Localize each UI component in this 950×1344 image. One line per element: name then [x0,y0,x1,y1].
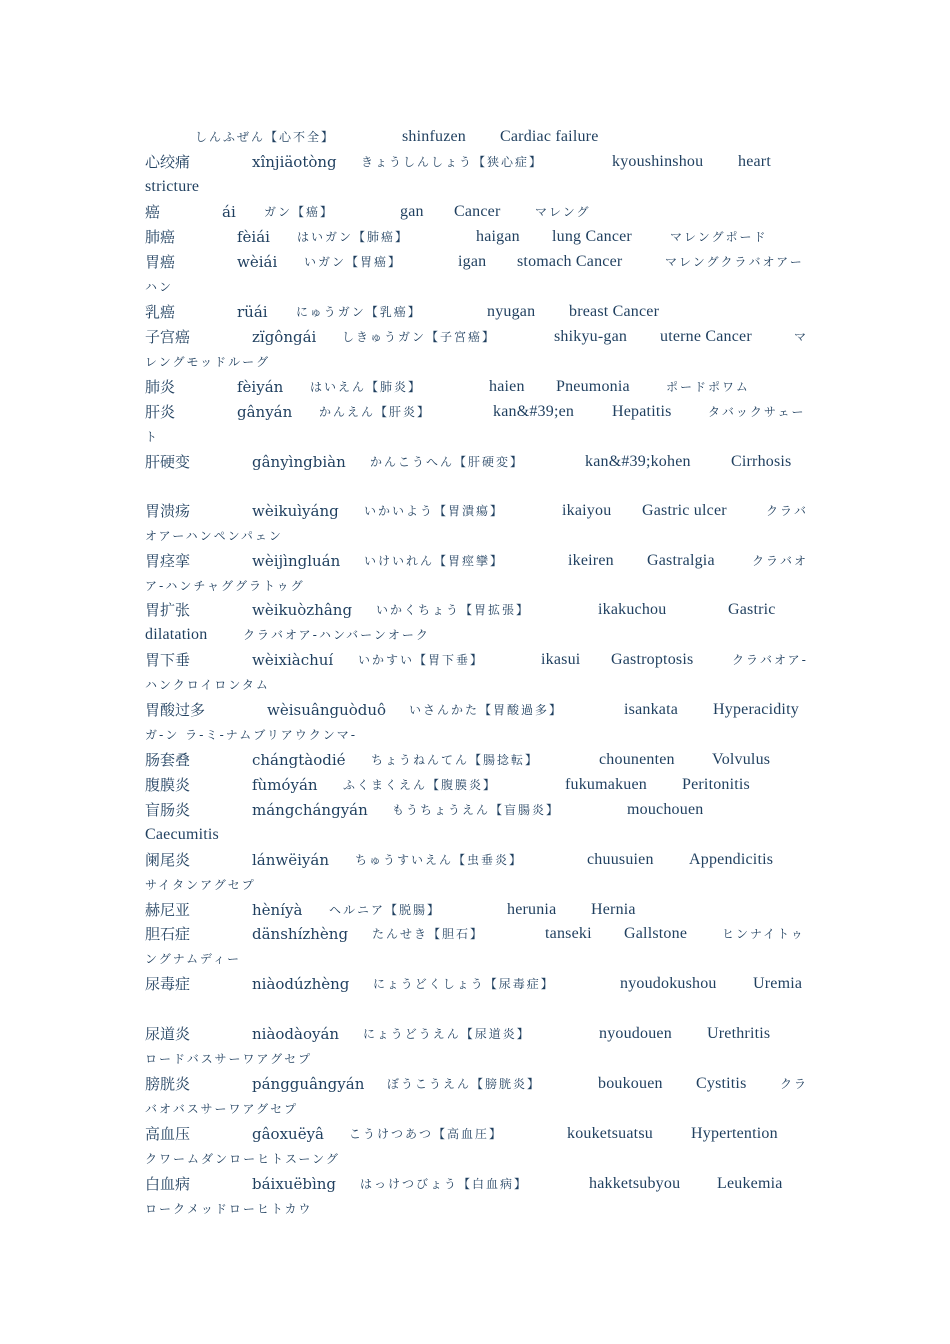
entry-romaji: nyoudokushou [620,975,717,992]
entry-romaji: chounenten [599,751,675,768]
entry-english: Leukemia [717,1175,783,1192]
entry-other-transcription: マレングポード [670,230,768,244]
entry-pinyin: fèiyán [237,378,284,396]
entry-japanese: いけいれん【胃痙攣】 [364,554,505,568]
entry-english-cont: stricture [145,178,200,195]
entry-chinese: 膀胱炎 [145,1075,191,1093]
entry-english: Hernia [591,901,636,918]
entry-chinese: 胃溃疡 [145,502,191,520]
entry-other-transcription-cont: ア-ハンチャググラトゥグ [145,579,305,593]
entry-chinese: 胃下垂 [145,651,191,669]
entry-other-transcription: クラバオ [752,554,809,568]
entry-chinese: 肝硬变 [145,453,191,471]
entry-english: Pneumonia [556,378,630,395]
entry-english: heart [738,153,771,170]
entry-chinese: 胃癌 [145,253,176,271]
entry-chinese: 肺癌 [145,228,176,246]
entry-other-transcription: タバックサェー [708,405,806,419]
entry-english: Cirrhosis [731,453,792,470]
entry-japanese: にゅうガン【乳癌】 [296,305,422,319]
entry-other-transcription: マレングクラバオアー [665,255,804,269]
entry-other-transcription-cont: ハン [145,280,174,294]
entry-english: Cardiac failure [500,128,599,145]
entry-other-transcription: クラ [780,1077,809,1091]
entry-japanese: たんせき【胆石】 [372,927,485,941]
entry-japanese: ちゅうすいえん【虫垂炎】 [355,853,524,867]
entry-other-transcription-cont: サイタンアグセプ [145,878,256,892]
entry-pinyin: gânyán [237,403,293,421]
entry-japanese: いさんかた【胃酸過多】 [409,703,564,717]
entry-pinyin: wèikuòzhâng [252,601,353,619]
entry-other-transcription: ポードポワム [666,380,750,394]
entry-romaji: igan [458,253,487,270]
entry-romaji: kan&#39;kohen [585,453,691,470]
entry-other-transcription-cont: ハンクロイロンタム [145,678,270,692]
entry-romaji: chuusuien [587,851,654,868]
entry-pinyin: fùmóyán [252,776,318,794]
entry-romaji: shinfuzen [402,128,467,145]
entry-pinyin: wèiái [237,253,278,271]
entry-romaji: fukumakuen [565,776,647,793]
entry-chinese: 肠套叠 [145,751,191,769]
entry-romaji: isankata [624,701,679,718]
entry-romaji: mouchouen [627,801,704,818]
entry-romaji: ikakuchou [598,601,667,618]
entry-english-cont: Caecumitis [145,826,219,843]
entry-english: Uremia [753,975,803,992]
entry-pinyin: lánwëiyán [252,851,329,869]
entry-japanese: はいガン【肺癌】 [297,230,410,244]
entry-chinese: 心绞痛 [145,153,191,171]
entry-romaji: gan [400,203,424,220]
entry-romaji: shikyu-gan [554,328,628,345]
entry-romaji: tanseki [545,925,592,942]
entry-chinese: 盲肠炎 [145,801,191,819]
entry-english: Appendicitis [689,851,774,868]
entry-pinyin: gânyìngbiàn [252,453,346,471]
entry-japanese: いかすい【胃下垂】 [358,653,485,667]
entry-romaji: boukouen [598,1075,663,1092]
entry-pinyin: xînjiäotòng [252,153,337,171]
entry-romaji: ikeiren [568,552,614,569]
entry-japanese: ちょうねんてん【腸捻転】 [371,753,540,767]
entry-japanese: こうけつあつ【高血圧】 [349,1127,504,1141]
entry-other-transcription-cont: バオバスサーワアグセプ [145,1102,299,1116]
entry-pinyin: hèníyà [252,901,303,919]
entry-pinyin: pángguângyán [252,1075,365,1093]
entry-english: stomach Cancer [517,253,623,270]
entry-chinese: 尿毒症 [145,975,191,993]
entry-other-transcription-cont: クワームダンローヒトスーング [145,1152,340,1166]
entry-english: uterne Cancer [660,328,752,345]
entry-pinyin: wèijìngluán [252,552,341,570]
entry-japanese: にょうどくしょう【尿毒症】 [373,977,555,991]
entry-pinyin: dänshízhèng [252,925,349,943]
entry-english: Cancer [454,203,501,220]
entry-pinyin: wèisuânguòduô [267,701,387,719]
entry-english: Gallstone [624,925,688,942]
entry-romaji: herunia [507,901,557,918]
entry-pinyin: zïgôngái [252,328,317,346]
entry-chinese: 赫尼亚 [145,901,191,919]
entry-other-transcription: クラバ [766,504,809,518]
entry-japanese: いガン【胃癌】 [304,255,403,269]
entry-romaji: kouketsuatsu [567,1125,653,1142]
entry-japanese: かんこうへん【肝硬変】 [370,455,525,469]
entry-pinyin: ái [222,203,236,221]
entry-chinese: 胆石症 [145,925,191,943]
entry-chinese: 胃扩张 [145,601,191,619]
entry-japanese: ガン【癌】 [264,205,335,219]
entry-japanese: しきゅうガン【子宮癌】 [342,330,497,344]
entry-japanese: しんふぜん【心不全】 [195,130,336,144]
entry-english: breast Cancer [569,303,660,320]
entry-english: Gastric [728,601,776,618]
entry-other-transcription: クラバオア-ハンバーンオーク [243,628,430,642]
entry-other-transcription: ヒンナイトゥ [722,927,805,941]
entry-pinyin: wèikuìyáng [252,502,339,520]
entry-chinese: 胃酸过多 [145,701,206,719]
entry-chinese: 癌 [145,203,161,221]
entry-romaji: kan&#39;en [493,403,575,420]
entry-other-transcription-cont: ガ-ン ラ-ミ-ナムブリアウクンマ- [145,728,358,742]
entry-pinyin: báixuëbìng [252,1175,337,1193]
entry-english: lung Cancer [552,228,632,245]
entry-pinyin: chángtàodié [252,751,346,769]
entry-english: Gastroptosis [611,651,694,668]
entry-romaji: nyoudouen [599,1025,672,1042]
entry-japanese: いかくちょう【胃拡張】 [376,603,531,617]
entry-japanese: はっけつびょう【白血病】 [360,1177,529,1191]
entry-other-transcription: マレング [535,205,591,219]
entry-english-cont: dilatation [145,626,208,643]
entry-pinyin: fèiái [237,228,270,246]
entry-english: Hyperacidity [713,701,799,718]
entry-japanese: ぼうこうえん【膀胱炎】 [387,1077,542,1091]
entry-romaji: kyoushinshou [612,153,704,170]
entry-other-transcription-cont: ト [145,430,160,444]
entry-other-transcription-cont: ングナムディー [145,952,241,966]
entry-english: Hepatitis [612,403,672,420]
entry-pinyin: niàodúzhèng [252,975,350,993]
entry-japanese: きょうしんしょう【狭心症】 [361,155,544,169]
entry-other-transcription-cont: ロードバスサーワアグセプ [145,1052,313,1066]
entry-other-transcription-cont: レングモッドルーグ [145,355,271,369]
entry-chinese: 肝炎 [145,403,176,421]
entry-romaji: nyugan [487,303,536,320]
entry-english: Gastralgia [647,552,715,569]
entry-romaji: haigan [476,228,520,245]
entry-japanese: かんえん【肝炎】 [319,405,432,419]
entry-english: Peritonitis [682,776,750,793]
entry-chinese: 尿道炎 [145,1025,191,1043]
entry-english: Gastric ulcer [642,502,727,519]
entry-romaji: haien [489,378,525,395]
entry-pinyin: gâoxuëyâ [252,1125,324,1143]
entry-romaji: ikaiyou [562,502,612,519]
entry-pinyin: niàodàoyán [252,1025,340,1043]
entry-other-transcription-cont: オアーハンペンパェン [145,529,283,543]
entry-romaji: hakketsubyou [589,1175,681,1192]
entry-pinyin: mángchángyán [252,801,368,819]
entry-chinese: 胃痉挛 [145,552,191,570]
entry-chinese: 乳癌 [145,303,176,321]
entry-english: Volvulus [712,751,771,768]
entry-chinese: 子宫癌 [145,328,191,346]
entry-japanese: いかいよう【胃潰瘍】 [364,504,505,518]
entry-other-transcription: マ [794,330,809,344]
entry-chinese: 肺炎 [145,378,176,396]
entry-chinese: 阑尾炎 [145,851,191,869]
entry-chinese: 白血病 [145,1175,191,1193]
entry-japanese: はいえん【肺炎】 [310,380,423,394]
entry-other-transcription-cont: ロークメッドローヒトカウ [145,1202,313,1216]
entry-pinyin: rüái [237,303,268,321]
entry-pinyin: wèixiàchuí [252,651,334,669]
entry-japanese: ふくまくえん【腹膜炎】 [343,778,498,792]
entry-romaji: ikasui [541,651,581,668]
entry-other-transcription: クラバオア- [732,653,808,667]
entry-english: Urethritis [707,1025,771,1042]
entry-japanese: ヘルニア【脱腸】 [329,903,442,917]
entry-chinese: 腹膜炎 [145,776,191,794]
entry-english: Hypertention [691,1125,778,1142]
entry-japanese: にょうどうえん【尿道炎】 [363,1027,531,1041]
entry-japanese: もうちょうえん【盲腸炎】 [392,803,561,817]
entry-chinese: 高血压 [145,1125,191,1143]
entry-english: Cystitis [696,1075,747,1092]
